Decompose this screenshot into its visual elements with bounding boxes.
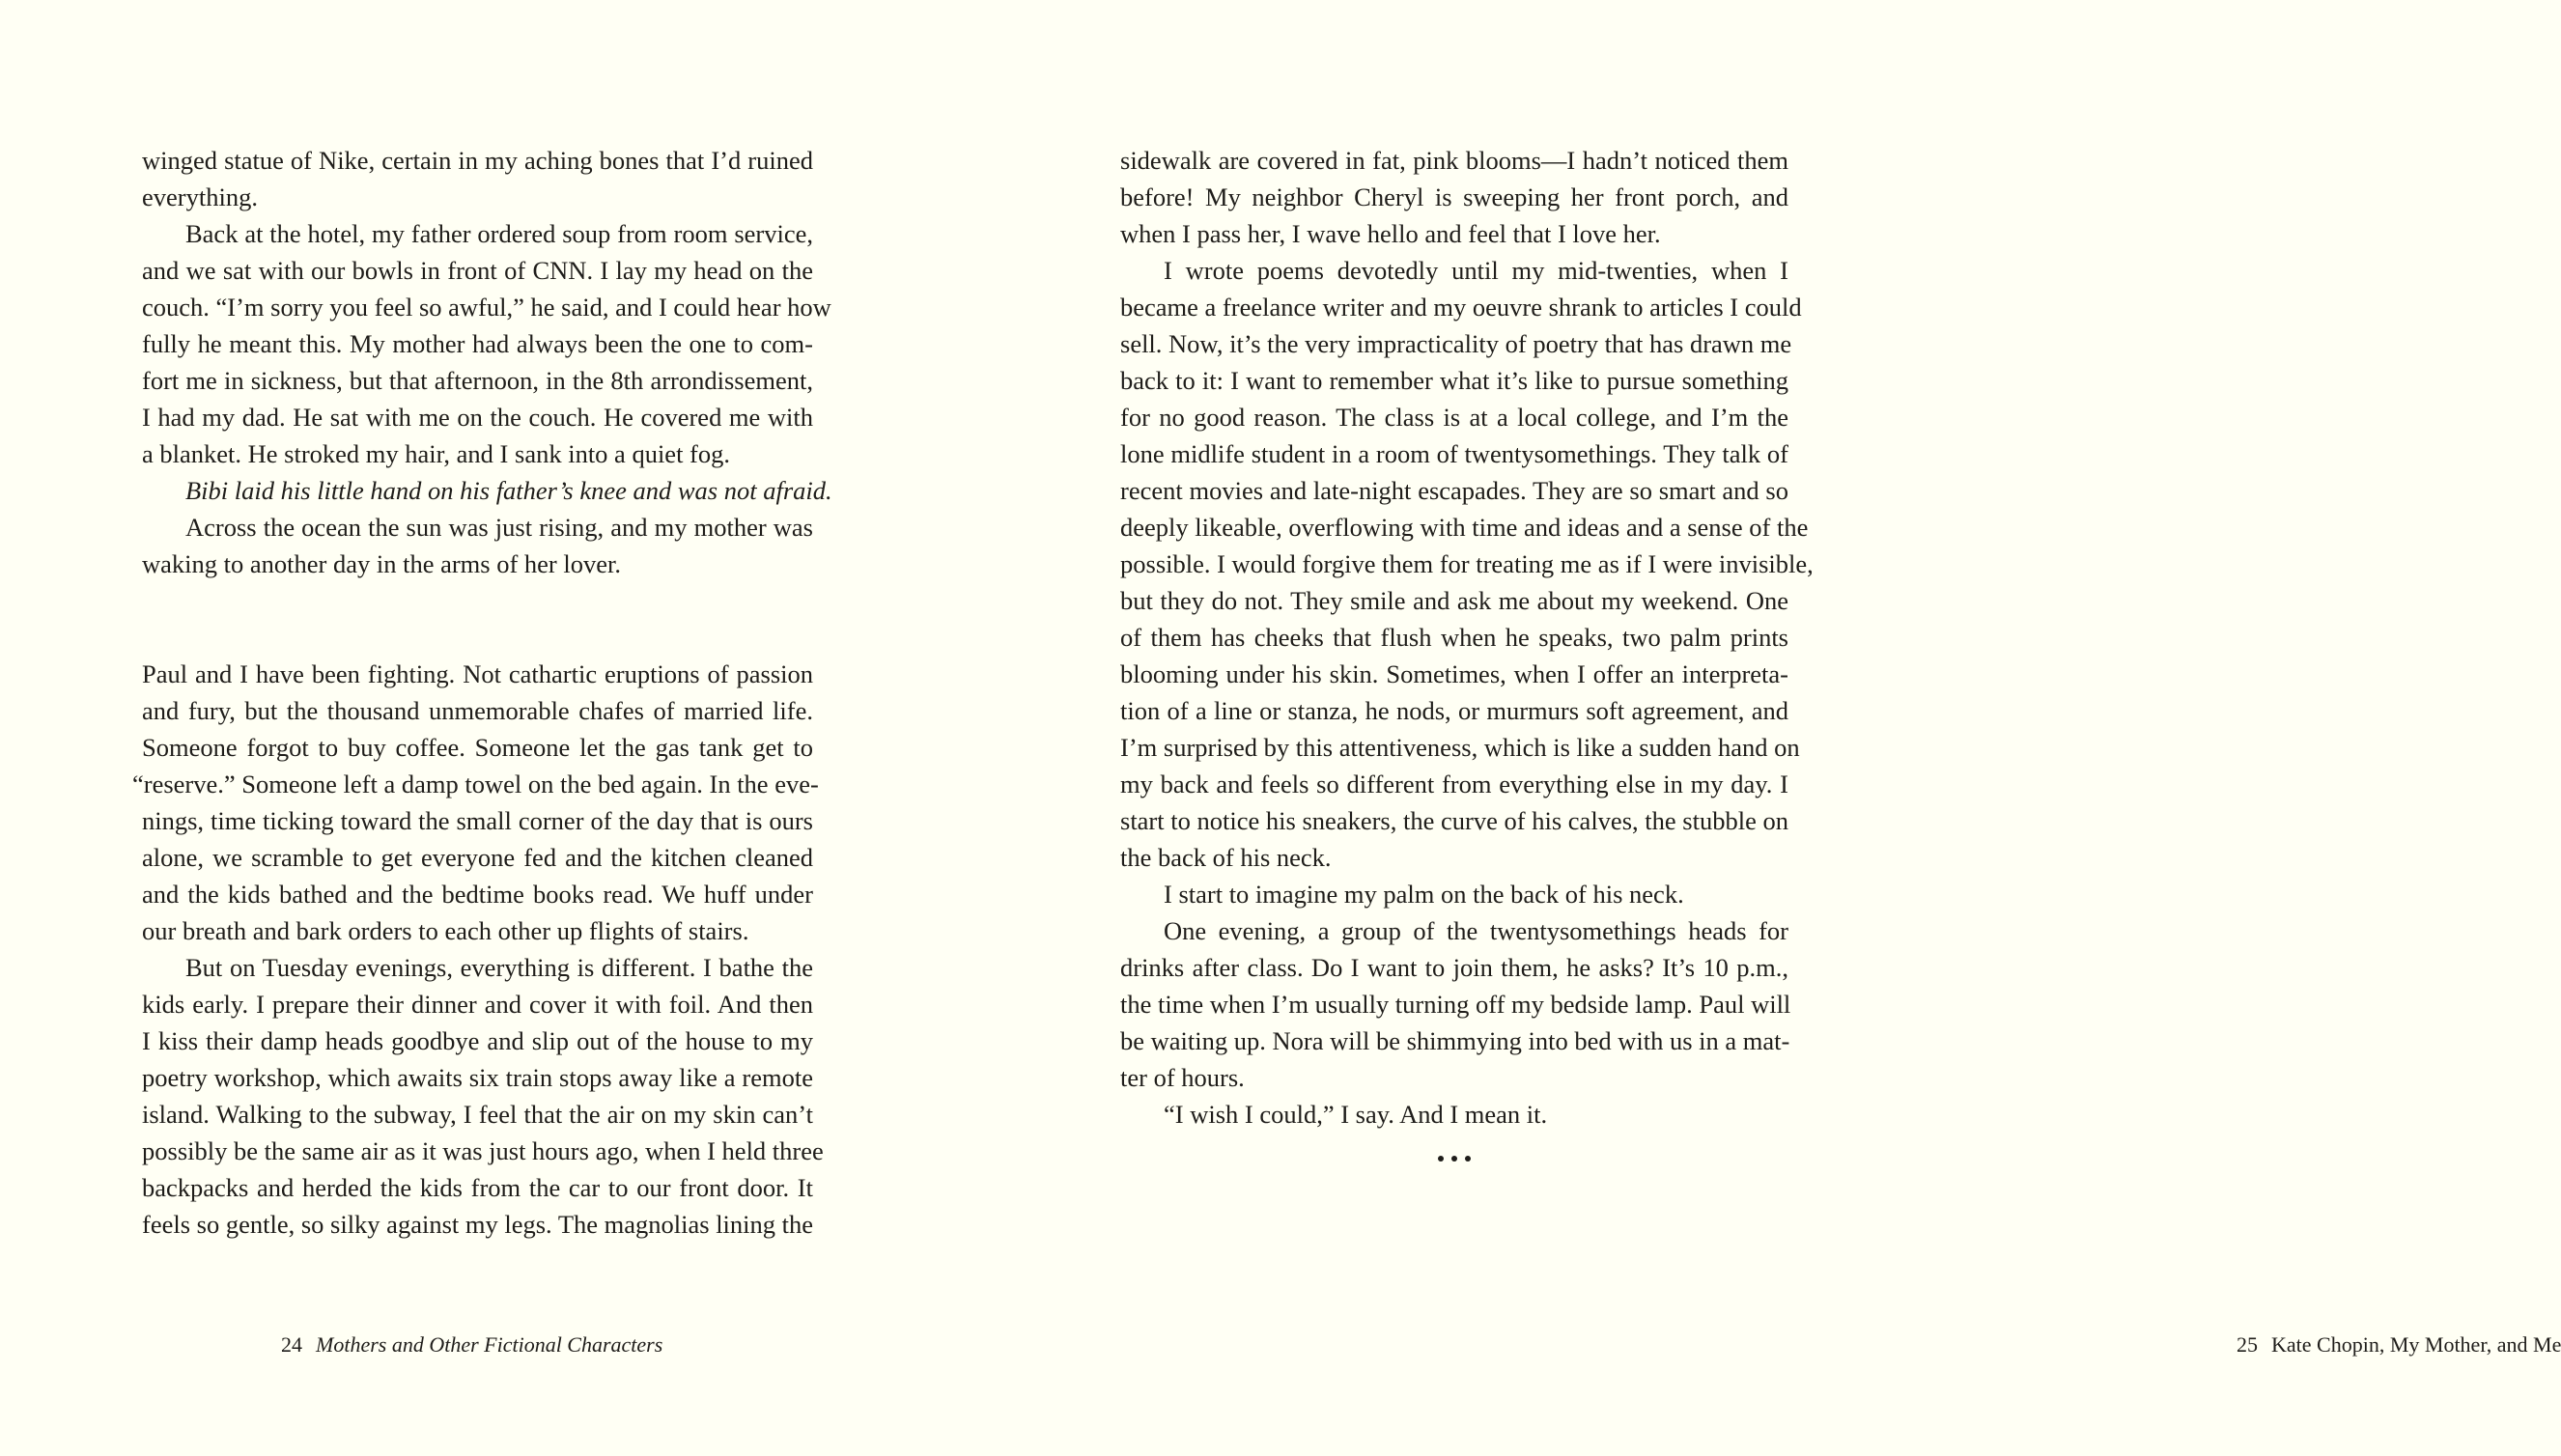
- text-line: deeply likeable, overflowing with time and ideas and a sense of the: [1120, 513, 1809, 542]
- text-line: back to it: I want to remember what it’s like to pursue something: [1120, 366, 1788, 395]
- right-page-body: [1120, 142, 1814, 1133]
- text-line: possibly be the same air as it was just hours ago, when I held three: [142, 1136, 824, 1165]
- ornament-dot-icon: [1465, 1156, 1471, 1162]
- paragraph: [1120, 252, 1814, 876]
- text-line: winged statue of Nike, certain in my aching bones that I’d ruined: [142, 146, 813, 175]
- page-number: 25: [2237, 1332, 2258, 1357]
- text-line: my back and feels so different from everything else in my day. I: [1120, 770, 1788, 798]
- running-title: Kate Chopin, My Mother, and Me: [2271, 1332, 2561, 1357]
- paragraph: [142, 215, 831, 472]
- text-line: sidewalk are covered in fat, pink blooms—I hadn’t noticed them: [1120, 146, 1788, 175]
- paragraph: [142, 949, 824, 1243]
- paragraph: [1120, 142, 1788, 252]
- running-title: Mothers and Other Fictional Characters: [316, 1332, 663, 1357]
- right-page-footer: [2237, 1330, 2561, 1359]
- text-line: for no good reason. The class is at a local college, and I’m the: [1120, 403, 1788, 432]
- ornament-dot-icon: [1438, 1156, 1444, 1162]
- text-line: I wrote poems devotedly until my mid-twenties, when I: [1164, 256, 1788, 285]
- text-line: recent movies and late-night escapades. They are so smart and so: [1120, 476, 1788, 505]
- text-line: couch. “I’m sorry you feel so awful,” he said, and I could hear how: [142, 293, 831, 322]
- text-line: sell. Now, it’s the very impracticality of poetry that has drawn me: [1120, 329, 1792, 358]
- text-line: and the kids bathed and the bedtime books read. We huff under: [142, 880, 813, 909]
- text-line: nings, time ticking toward the small corner of the day that is ours: [142, 806, 813, 835]
- section-break-ornament: [1438, 1149, 1471, 1168]
- paragraph: [1120, 912, 1791, 1096]
- left-page-body: [132, 142, 832, 1243]
- right-page: [966, 0, 2561, 1456]
- text-line: and we sat with our bowls in front of CNN. I lay my head on the: [142, 256, 813, 285]
- text-line: poetry workshop, which awaits six train stops away like a remote: [142, 1063, 813, 1092]
- text-line: our breath and bark orders to each other up flights of stairs.: [142, 916, 749, 945]
- text-line: when I pass her, I wave hello and feel that I love her.: [1120, 219, 1661, 248]
- text-line: became a freelance writer and my oeuvre shrank to articles I could: [1120, 293, 1802, 322]
- paragraph: [1120, 876, 1788, 912]
- paragraph: [132, 656, 819, 949]
- text-line: island. Walking to the subway, I feel that the air on my skin can’t: [142, 1100, 813, 1129]
- text-line: possible. I would forgive them for treating me as if I were invisible,: [1120, 549, 1814, 578]
- ornament-dot-icon: [1451, 1156, 1457, 1162]
- text-line: alone, we scramble to get everyone fed and the kitchen cleaned: [142, 843, 813, 872]
- text-line: the time when I’m usually turning off my bedside lamp. Paul will: [1120, 990, 1791, 1019]
- text-line: start to notice his sneakers, the curve of his calves, the stubble on: [1120, 806, 1788, 835]
- text-line: I’m surprised by this attentiveness, which is like a sudden hand on: [1120, 733, 1800, 762]
- text-line: waking to another day in the arms of her lover.: [142, 549, 621, 578]
- text-line: tion of a line or stanza, he nods, or murmurs soft agreement, and: [1120, 696, 1788, 725]
- text-line: backpacks and herded the kids from the car to our front door. It: [142, 1173, 813, 1202]
- text-line: the back of his neck.: [1120, 843, 1332, 872]
- text-line: “reserve.” Someone left a damp towel on the bed again. In the eve-: [132, 770, 819, 798]
- page-number: 24: [281, 1332, 302, 1357]
- text-line: ter of hours.: [1120, 1063, 1245, 1092]
- text-line: drinks after class. Do I want to join them, he asks? It’s 10 p.m.,: [1120, 953, 1788, 982]
- text-line: Someone forgot to buy coffee. Someone let the gas tank get to: [142, 733, 813, 762]
- text-line: Across the ocean the sun was just rising, and my mother was: [185, 513, 813, 542]
- text-line: fully he meant this. My mother had always been the one to com-: [142, 329, 813, 358]
- paragraph: [142, 509, 813, 582]
- text-line: feels so gentle, so silky against my legs. The magnolias lining the: [142, 1210, 814, 1239]
- text-line: But on Tuesday evenings, everything is different. I bathe the: [185, 953, 813, 982]
- text-line: I kiss their damp heads goodbye and slip out of the house to my: [142, 1026, 813, 1055]
- text-line: blooming under his skin. Sometimes, when I offer an interpreta-: [1120, 659, 1788, 688]
- italic-text-line: Bibi laid his little hand on his father’s knee and was not afraid.: [185, 476, 832, 505]
- paragraph: [142, 142, 813, 215]
- section-space: [142, 582, 813, 656]
- text-line: Paul and I have been fighting. Not cathartic eruptions of passion: [142, 659, 813, 688]
- text-line: everything.: [142, 182, 258, 211]
- text-line: a blanket. He stroked my hair, and I sank into a quiet fog.: [142, 439, 731, 468]
- text-line: be waiting up. Nora will be shimmying into bed with us in a mat-: [1120, 1026, 1790, 1055]
- text-line: kids early. I prepare their dinner and cover it with foil. And then: [142, 990, 813, 1019]
- italic-quote-paragraph: [142, 472, 832, 509]
- text-line: One evening, a group of the twentysomethings heads for: [1164, 916, 1788, 945]
- left-page: [0, 0, 966, 1456]
- text-line: and fury, but the thousand unmemorable chafes of married life.: [142, 696, 813, 725]
- text-line: but they do not. They smile and ask me about my weekend. One: [1120, 586, 1788, 615]
- text-line: I start to imagine my palm on the back of his neck.: [1164, 880, 1684, 909]
- text-line: of them has cheeks that flush when he speaks, two palm prints: [1120, 623, 1788, 652]
- paragraph: [1120, 1096, 1788, 1133]
- text-line: fort me in sickness, but that afternoon, in the 8th arrondissement,: [142, 366, 813, 395]
- text-line: before! My neighbor Cheryl is sweeping her front porch, and: [1120, 182, 1788, 211]
- left-page-footer: [281, 1330, 662, 1359]
- text-line: I had my dad. He sat with me on the couch. He covered me with: [142, 403, 813, 432]
- text-line: lone midlife student in a room of twentysomethings. They talk of: [1120, 439, 1788, 468]
- text-line: Back at the hotel, my father ordered soup from room service,: [185, 219, 813, 248]
- text-line: “I wish I could,” I say. And I mean it.: [1164, 1100, 1548, 1129]
